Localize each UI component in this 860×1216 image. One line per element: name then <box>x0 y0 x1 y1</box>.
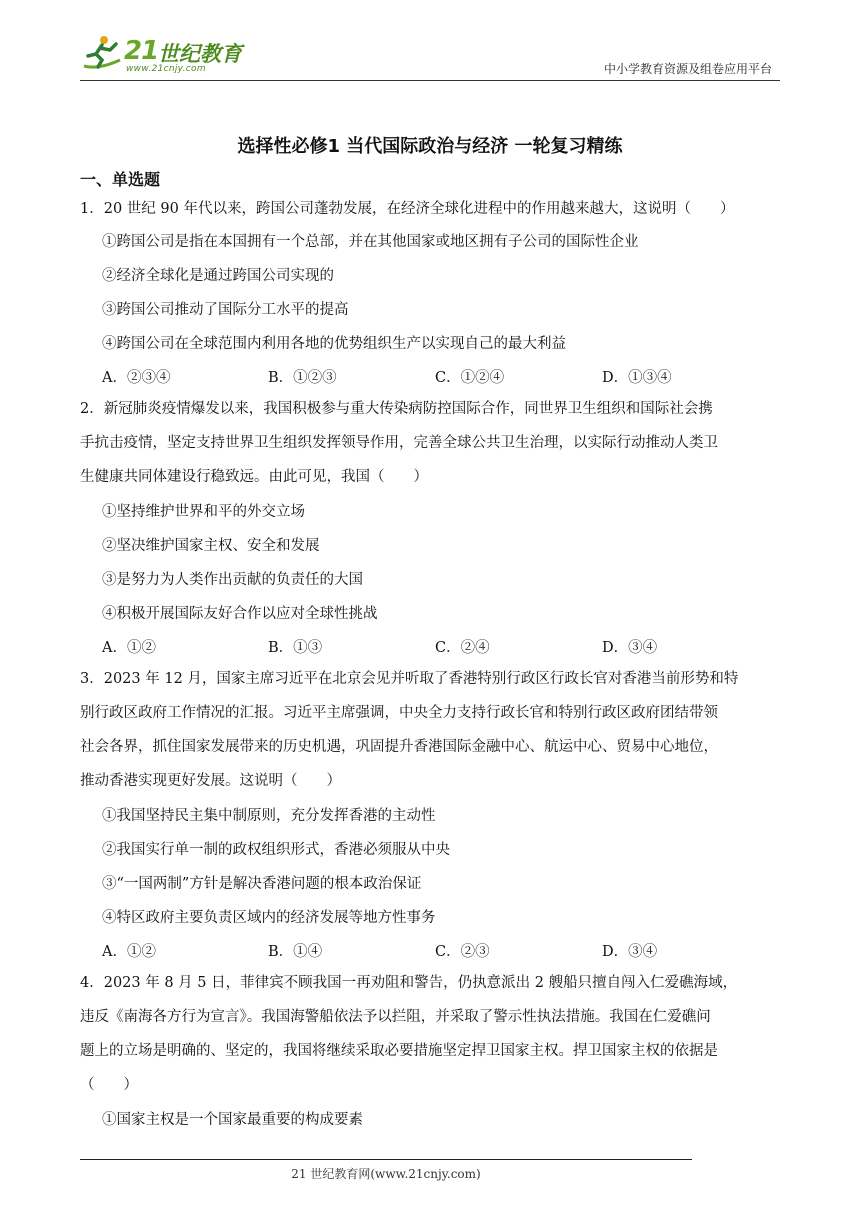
option-a[interactable]: A．①② <box>102 944 156 960</box>
statement: ③是努力为人类作出贡献的负责任的大国 <box>102 572 363 588</box>
question-text-line: 推动香港实现更好发展。这说明（ ） <box>80 773 341 789</box>
answer-options <box>102 366 702 386</box>
answer-options <box>102 940 702 960</box>
question-text-line: 违反《南海各方行为宣言》。我国海警船依法予以拦阻，并采取了警示性执法措施。我国在仁爱礁问 <box>80 1009 711 1025</box>
footer-text: 21 世纪教育网(www.21cnjy.com) <box>291 1167 481 1181</box>
option-d[interactable]: D．③④ <box>602 640 658 656</box>
statement: ①国家主权是一个国家最重要的构成要素 <box>102 1112 363 1128</box>
statement: ②坚决维护国家主权、安全和发展 <box>102 538 320 554</box>
question-4-stem <box>80 966 780 1102</box>
question-text-line: 社会各界，抓住国家发展带来的历史机遇，巩固提升香港国际金融中心、航运中心、贸易中心地位， <box>80 739 718 755</box>
header-divider <box>80 80 780 81</box>
statement: ②我国实行单一制的政权组织形式，香港必须服从中央 <box>102 842 450 858</box>
answer-options <box>102 636 702 656</box>
question-3-stem <box>80 662 780 798</box>
statement: ①我国坚持民主集中制原则，充分发挥香港的主动性 <box>102 808 436 824</box>
logo-chinese: 世纪教育 <box>158 42 242 66</box>
question-2-stem <box>80 392 780 494</box>
option-b[interactable]: B．①③ <box>268 640 323 656</box>
statement: ③“一国两制”方针是解决香港问题的根本政治保证 <box>102 876 422 892</box>
option-c[interactable]: C．①②④ <box>435 370 505 386</box>
option-a[interactable]: A．②③④ <box>102 370 171 386</box>
option-d[interactable]: D．③④ <box>602 944 658 960</box>
runner-icon <box>80 34 124 74</box>
question-text-line: 题上的立场是明确的、坚定的，我国将继续采取必要措施坚定捍卫国家主权。捍卫国家主权的依据是 <box>80 1043 718 1059</box>
question-text-line: 手抗击疫情，坚定支持世界卫生组织发挥领导作用，完善全球公共卫生治理，以实际行动推动人类卫 <box>80 435 718 451</box>
question-text-line: 生健康共同体建设行稳致远。由此可见，我国（ ） <box>80 469 428 485</box>
option-d[interactable]: D．①③④ <box>602 370 672 386</box>
question-text-line: 别行政区政府工作情况的汇报。习近平主席强调，中央全力支持行政长官和特别行政区政府团结带领 <box>80 705 718 721</box>
option-c[interactable]: C．②③ <box>435 944 490 960</box>
document-title: 选择性必修1 当代国际政治与经济 一轮复习精练 <box>237 136 623 157</box>
site-logo <box>80 34 250 78</box>
statement: ③跨国公司推动了国际分工水平的提高 <box>102 302 349 318</box>
statement: ④积极开展国际友好合作以应对全球性挑战 <box>102 606 378 622</box>
option-b[interactable]: B．①②③ <box>268 370 337 386</box>
header-platform-text: 中小学教育资源及组卷应用平台 <box>603 62 772 76</box>
statement: ②经济全球化是通过跨国公司实现的 <box>102 268 334 284</box>
question-text-line: （ ） <box>80 1077 138 1093</box>
question-text-line: 2．新冠肺炎疫情爆发以来，我国积极参与重大传染病防控国际合作，同世界卫生组织和国际社会携 <box>80 401 713 417</box>
statement: ④特区政府主要负责区域内的经济发展等地方性事务 <box>102 910 436 926</box>
logo-numeral: 21 <box>124 36 159 66</box>
logo-url: www.21cnjy.com <box>126 64 206 74</box>
question-text-line: 4．2023 年 8 月 5 日，菲律宾不顾我国一再劝阻和警告，仍执意派出 2 艘船只擅自闯入仁爱礁海域， <box>80 975 738 991</box>
footer-divider <box>80 1159 692 1160</box>
statement: ①坚持维护世界和平的外交立场 <box>102 504 305 520</box>
option-a[interactable]: A．①② <box>102 640 156 656</box>
section-heading: 一、单选题 <box>80 170 161 189</box>
option-c[interactable]: C．②④ <box>435 640 490 656</box>
question-text-line: 3．2023 年 12 月，国家主席习近平在北京会见并听取了香港特别行政区行政长官对香港当前形势和特 <box>80 671 739 687</box>
statement: ①跨国公司是指在本国拥有一个总部，并在其他国家或地区拥有子公司的国际性企业 <box>102 234 639 250</box>
question-text-line: 1．20 世纪 90 年代以来，跨国公司蓬勃发展，在经济全球化进程中的作用越来越大，这说明（ ） <box>80 201 735 217</box>
option-b[interactable]: B．①④ <box>268 944 323 960</box>
question-1-stem <box>80 192 780 226</box>
statement: ④跨国公司在全球范围内利用各地的优势组织生产以实现自己的最大利益 <box>102 336 566 352</box>
